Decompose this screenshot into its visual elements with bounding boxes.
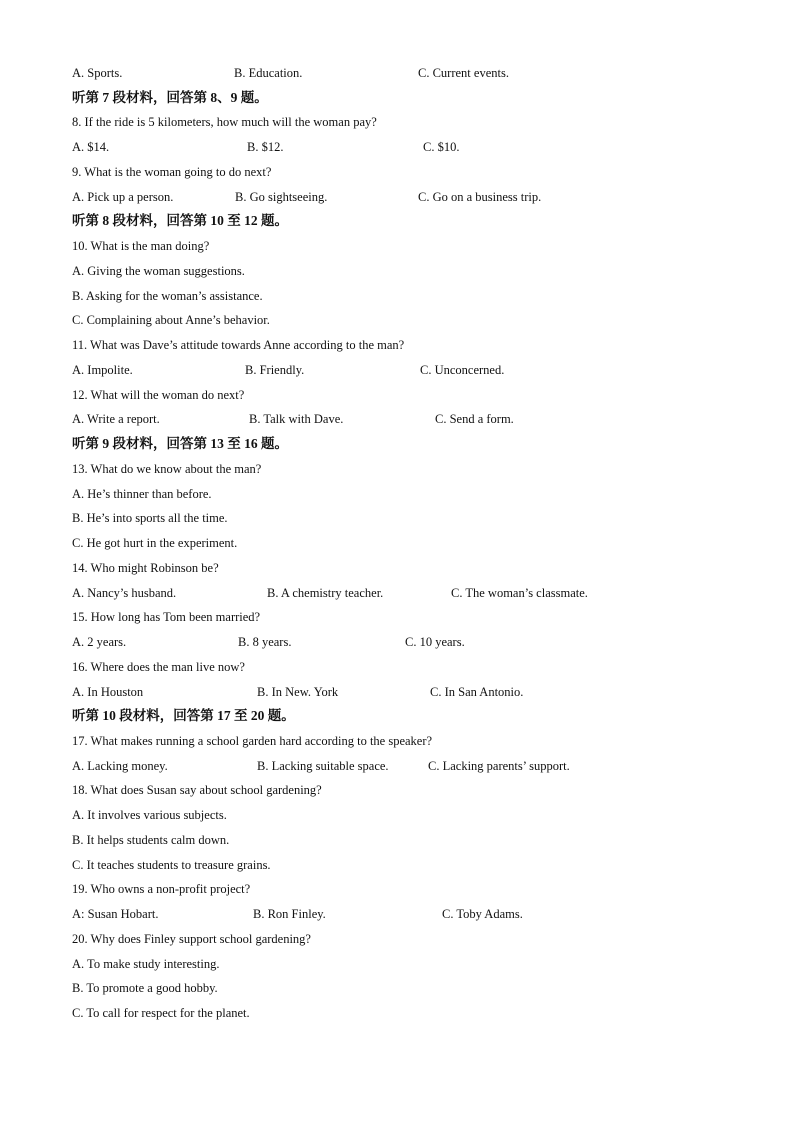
options-row bbox=[0, 632, 794, 652]
answer-option: B. Lacking suitable space. bbox=[257, 758, 389, 773]
answer-option: A. In Houston bbox=[72, 684, 144, 699]
answer-option: B. 8 years. bbox=[238, 635, 292, 650]
answer-option: C. Lacking parents’ support. bbox=[428, 758, 570, 773]
answer-option: A: Susan Hobart. bbox=[72, 907, 159, 922]
answer-option: C. Complaining about Anne’s behavior. bbox=[72, 313, 270, 328]
options-row bbox=[0, 137, 794, 157]
question-text: 19. Who owns a non-profit project? bbox=[72, 882, 251, 897]
answer-option: C. Unconcerned. bbox=[420, 362, 505, 377]
options-row bbox=[0, 409, 794, 429]
answer-option: A. He’s thinner than before. bbox=[72, 486, 212, 501]
answer-option: C. The woman’s classmate. bbox=[451, 585, 588, 600]
answer-option: A. It involves various subjects. bbox=[72, 808, 227, 823]
answer-option: A. Giving the woman suggestions. bbox=[72, 263, 245, 278]
question-text: 17. What makes running a school garden hard according to the speaker? bbox=[72, 733, 433, 748]
answer-option: B. Education. bbox=[234, 66, 303, 80]
answer-option: C. It teaches students to treasure grains. bbox=[72, 857, 271, 872]
answer-option: B. A chemistry teacher. bbox=[267, 585, 384, 600]
question-text: 11. What was Dave’s attitude towards Anne according to the man? bbox=[72, 338, 405, 353]
answer-option: C. He got hurt in the experiment. bbox=[72, 536, 238, 551]
question-text: 8. If the ride is 5 kilometers, how much will the woman pay? bbox=[72, 115, 377, 130]
answer-option: B. Ron Finley. bbox=[253, 907, 326, 922]
answer-option: B. It helps students calm down. bbox=[72, 832, 230, 847]
options-row bbox=[0, 360, 794, 380]
question-text: 13. What do we know about the man? bbox=[72, 461, 262, 476]
answer-option: A. Lacking money. bbox=[72, 758, 168, 773]
section-header: 听第 8 段材料，回答第 10 至 12 题。 bbox=[72, 213, 288, 229]
answer-option: B. In New. York bbox=[257, 684, 339, 699]
question-text: 12. What will the woman do next? bbox=[72, 387, 245, 402]
answer-option: B. Asking for the woman’s assistance. bbox=[72, 288, 263, 303]
question-text: 15. How long has Tom been married? bbox=[72, 610, 261, 625]
answer-option: A. To make study interesting. bbox=[72, 956, 220, 971]
answer-option: A. Write a report. bbox=[72, 412, 160, 427]
answer-option: C. $10. bbox=[423, 140, 460, 155]
question-text: 20. Why does Finley support school gardening? bbox=[72, 931, 311, 946]
answer-option: A. Sports. bbox=[72, 66, 123, 80]
options-row bbox=[0, 682, 794, 702]
question-text: 10. What is the man doing? bbox=[72, 239, 210, 254]
options-row bbox=[0, 63, 794, 83]
options-row bbox=[0, 187, 794, 207]
answer-option: B. He’s into sports all the time. bbox=[72, 511, 228, 526]
answer-option: B. To promote a good hobby. bbox=[72, 981, 218, 996]
answer-option: A. 2 years. bbox=[72, 635, 127, 650]
answer-option: C. To call for respect for the planet. bbox=[72, 1006, 250, 1021]
answer-option: C. 10 years. bbox=[405, 635, 465, 650]
answer-option: C. Go on a business trip. bbox=[418, 189, 542, 204]
answer-option: A. Impolite. bbox=[72, 362, 133, 377]
question-text: 14. Who might Robinson be? bbox=[72, 560, 219, 575]
answer-option: B. Talk with Dave. bbox=[249, 412, 344, 427]
answer-option: B. $12. bbox=[247, 140, 284, 155]
answer-option: A. Pick up a person. bbox=[72, 189, 174, 204]
options-row bbox=[0, 904, 794, 924]
question-text: 9. What is the woman going to do next? bbox=[72, 164, 272, 179]
section-header: 听第 9 段材料，回答第 13 至 16 题。 bbox=[72, 436, 288, 452]
answer-option: B. Friendly. bbox=[245, 362, 305, 377]
question-text: 18. What does Susan say about school gardening? bbox=[72, 783, 322, 798]
options-row bbox=[0, 756, 794, 776]
answer-option: B. Go sightseeing. bbox=[235, 189, 328, 204]
answer-option: C. Toby Adams. bbox=[442, 907, 523, 922]
section-header: 听第 7 段材料，回答第 8、9 题。 bbox=[72, 89, 268, 105]
question-text: 16. Where does the man live now? bbox=[72, 659, 245, 674]
options-row bbox=[0, 583, 794, 603]
answer-option: C. Current events. bbox=[418, 66, 509, 80]
answer-option: A. $14. bbox=[72, 140, 110, 155]
section-header: 听第 10 段材料，回答第 17 至 20 题。 bbox=[72, 708, 295, 724]
answer-option: A. Nancy’s husband. bbox=[72, 585, 177, 600]
answer-option: C. In San Antonio. bbox=[430, 684, 524, 699]
answer-option: C. Send a form. bbox=[435, 412, 514, 427]
